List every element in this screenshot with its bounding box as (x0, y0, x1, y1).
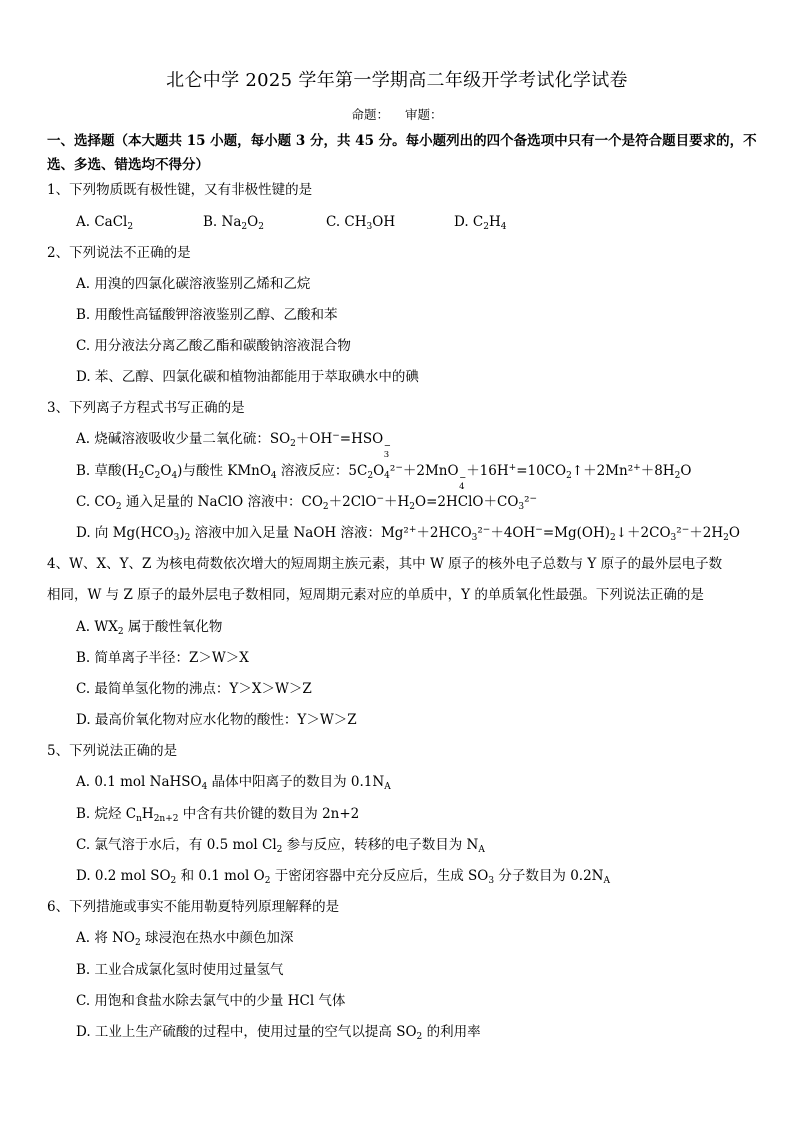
option-b: B. 草酸$(H_2C_2O_4)$与酸性 KMnO$_4$ 溶液反应：$5C_2O_4^2^-+2MnO$ − 4 $+16H^+=10CO_2↑+2Mn^2^++8H_2O$ (76, 463, 692, 492)
option-d: D. 向 $Mg(HCO_3)_2$ 溶液中加入足量 NaOH 溶液：$Mg^2^++2HCO_3^2^-+4OH^-=Mg(OH)_2↓+2CO_3^2^-+2H_2O$ (76, 525, 740, 543)
option-a: A. 0.1 mol NaHSO$_4$ 晶体中阳离子的数目为 $0.1N_A$ (76, 774, 391, 792)
option-d: D. 工业上生产硫酸的过程中，使用过量的空气以提高 $SO_2$ 的利用率 (76, 1024, 481, 1042)
option-b: B. 用酸性高锰酸钾溶液鉴别乙醇、乙酸和苯 (76, 307, 338, 323)
option-c: C. 用分液法分离乙酸乙酯和碳酸钠溶液混合物 (76, 338, 351, 354)
question-stem-1: 1、下列物质既有极性键，又有非极性键的是 (47, 182, 313, 198)
option-d: D. 苯、乙醇、四氯化碳和植物油都能用于萃取碘水中的碘 (76, 369, 419, 385)
option-b: B. $Na_2O_2$ (203, 214, 264, 232)
option-c: C. $CH_3OH$ (326, 214, 396, 232)
option-a: A. CaCl$_2$ (76, 214, 134, 232)
option-c: C. $CO_2$ 通入足量的 NaClO 溶液中：$CO_2+2ClO^-+H_2O=2HClO+CO_3^2^-$ (76, 494, 538, 512)
question-stem-5: 5、下列说法正确的是 (47, 743, 178, 759)
option-c: C. 用饱和食盐水除去氯气中的少量 HCl 气体 (76, 993, 346, 1009)
option-a: A. 烧碱溶液吸收少量二氧化硫：$SO_2+OH^-=HSO$ − 3 (76, 431, 391, 460)
option-b: B. 工业合成氯化氢时使用过量氢气 (76, 962, 284, 978)
reviewer-label: 审题： (404, 107, 443, 122)
option-a: A. 用溴的四氯化碳溶液鉴别乙烯和乙烷 (76, 276, 311, 292)
option-d: D. $C_2H_4$ (454, 214, 507, 232)
question-stem-4-line-2: 相同，W 与 Z 原子的最外层电子数相同，短周期元素对应的单质中，Y 的单质氧化性最强。下列说法正确的是 (47, 587, 704, 603)
option-b: B. 简单离子半径：Z＞W＞X (76, 650, 249, 666)
option-a: A. 将 $NO_2$ 球浸泡在热水中颜色加深 (76, 930, 294, 948)
question-stem-3: 3、下列离子方程式书写正确的是 (47, 400, 245, 416)
section-heading: 一、选择题（本大题共 15 小题，每小题 3 分，共 45 分。每小题列出的四个备选项中只有一个是符合题目要求的，不选、多选、错选均不得分） (47, 133, 757, 173)
option-c: C. 最简单氢化物的沸点：Y＞X＞W＞Z (76, 681, 312, 697)
question-stem-6: 6、下列措施或事实不能用勒夏特列原理解释的是 (47, 899, 340, 915)
option-c: C. 氯气溶于水后，有 0.5 mol $Cl_2$ 参与反应，转移的电子数目为 $N_A$ (76, 837, 485, 855)
option-b: B. 烷烃 $C_nH_{2n+2}$ 中含有共价键的数目为 2n+2 (76, 806, 360, 824)
option-d: D. 最高价氧化物对应水化物的酸性：Y＞W＞Z (76, 712, 357, 728)
exam-meta (0, 106, 794, 124)
option-a: A. $WX_2$ 属于酸性氧化物 (76, 619, 223, 637)
proposer-label: 命题： (351, 107, 389, 122)
question-stem-4-line-1: 4、W、X、Y、Z 为核电荷数依次增大的短周期主族元素，其中 W 原子的核外电子总数与 Y 原子的最外层电子数 (47, 556, 723, 572)
option-d: D. 0.2 mol $SO_2$ 和 0.1 mol $O_2$ 于密闭容器中充分反应后，生成 $SO_3$ 分子数目为 $0.2N_A$ (76, 868, 610, 886)
question-stem-2: 2、下列说法不正确的是 (47, 245, 191, 261)
exam-title: 北仑中学 2025 学年第一学期高二年级开学考试化学试卷 (166, 70, 628, 91)
